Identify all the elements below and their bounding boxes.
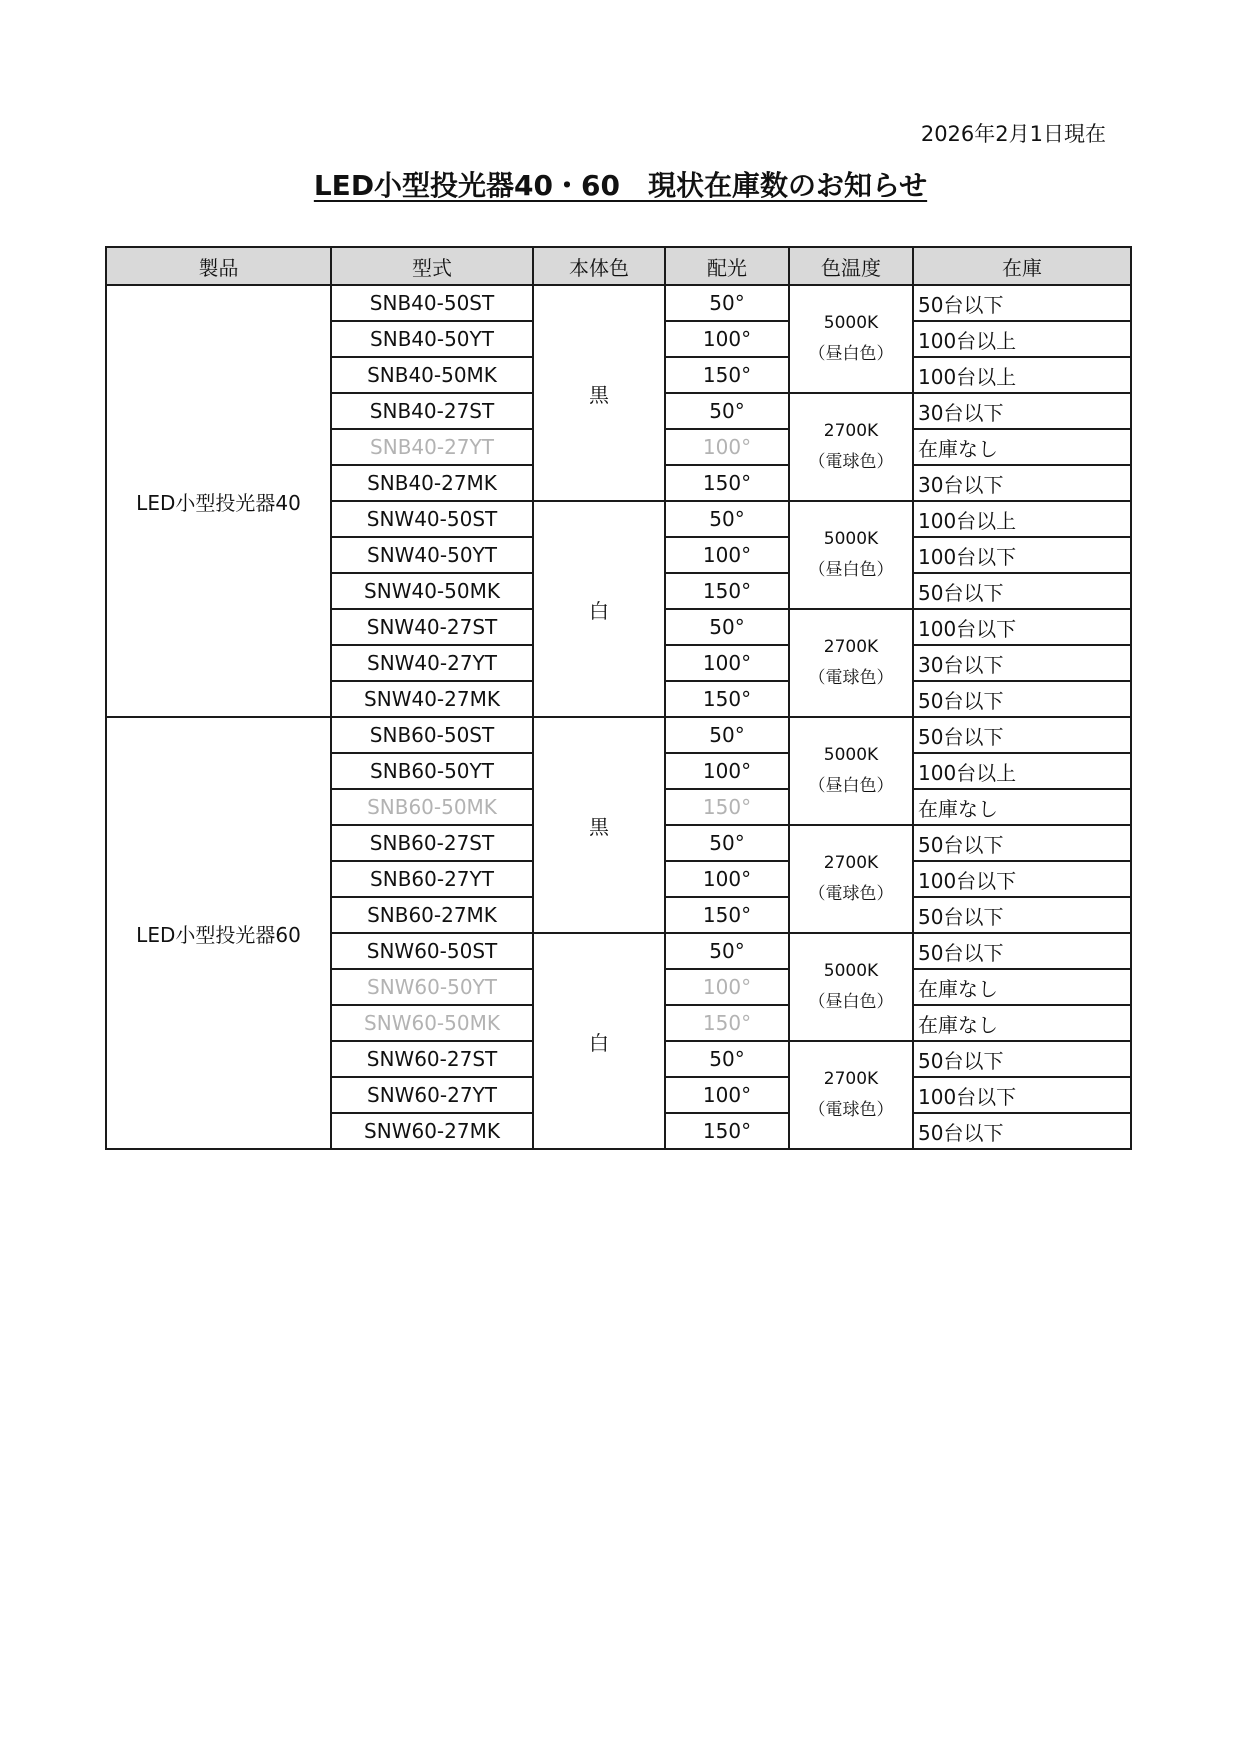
model-cell: SNW60-27YT [331,1077,533,1113]
stock-cell: 100台以下 [913,1077,1131,1113]
color-temperature-cell [789,609,913,717]
stock-cell: 50台以下 [913,1113,1131,1149]
stock-cell: 在庫なし [913,1005,1131,1041]
stock-cell: 50台以下 [913,897,1131,933]
product-name-cell: LED小型投光器40 [106,285,331,717]
beam-angle-cell: 100° [665,321,789,357]
stock-cell: 50台以下 [913,681,1131,717]
beam-angle-cell: 100° [665,1077,789,1113]
beam-angle-cell: 50° [665,501,789,537]
model-cell: SNW40-50MK [331,573,533,609]
beam-angle-cell: 50° [665,1041,789,1077]
product-name-cell: LED小型投光器60 [106,717,331,1149]
color-temperature-cell [789,825,913,933]
color-temperature-label: （電球色） [808,452,894,472]
table-row [106,717,1131,753]
stock-cell: 在庫なし [913,789,1131,825]
model-cell: SNB60-27ST [331,825,533,861]
color-temperature-cell [789,717,913,825]
color-temperature-label: （電球色） [808,1100,894,1120]
beam-angle-cell: 150° [665,465,789,501]
beam-angle-cell: 100° [665,861,789,897]
color-temperature-label: （電球色） [808,884,894,904]
color-temperature-value: 2700K [823,637,879,657]
header-product: 製品 [106,247,331,285]
beam-angle-cell: 150° [665,1113,789,1149]
model-cell: SNW60-50MK [331,1005,533,1041]
stock-cell: 100台以上 [913,753,1131,789]
color-temperature-cell [789,1041,913,1149]
beam-angle-cell: 100° [665,537,789,573]
page-title-text: LED小型投光器40・60 現状在庫数のお知らせ [313,169,928,202]
stock-cell: 30台以下 [913,393,1131,429]
header-row [106,247,1131,285]
stock-cell: 100台以下 [913,861,1131,897]
model-cell: SNB60-50MK [331,789,533,825]
beam-angle-cell: 50° [665,717,789,753]
color-temperature-value: 2700K [823,1069,879,1089]
beam-angle-cell: 150° [665,789,789,825]
color-temperature-value: 5000K [823,745,879,765]
beam-angle-cell: 100° [665,429,789,465]
color-temperature-label: （昼白色） [808,560,894,580]
model-cell: SNW60-27ST [331,1041,533,1077]
model-cell: SNB40-27MK [331,465,533,501]
model-cell: SNW40-27YT [331,645,533,681]
model-cell: SNB40-27ST [331,393,533,429]
color-temperature-value: 5000K [823,313,879,333]
beam-angle-cell: 150° [665,681,789,717]
beam-angle-cell: 150° [665,357,789,393]
beam-angle-cell: 150° [665,897,789,933]
body-color-cell: 白 [533,933,665,1149]
beam-angle-cell: 50° [665,825,789,861]
beam-angle-cell: 150° [665,573,789,609]
model-cell: SNW60-50ST [331,933,533,969]
beam-angle-cell: 100° [665,753,789,789]
model-cell: SNW40-27MK [331,681,533,717]
body-color-cell: 白 [533,501,665,717]
color-temperature-value: 5000K [823,529,879,549]
stock-cell: 50台以下 [913,285,1131,321]
model-cell: SNW40-50YT [331,537,533,573]
beam-angle-cell: 50° [665,285,789,321]
color-temperature-cell [789,501,913,609]
color-temperature-label: （電球色） [808,668,894,688]
page-title [0,164,1241,204]
model-cell: SNB60-50YT [331,753,533,789]
color-temperature-label: （昼白色） [808,344,894,364]
stock-cell: 在庫なし [913,969,1131,1005]
model-cell: SNW60-27MK [331,1113,533,1149]
stock-cell: 50台以下 [913,573,1131,609]
header-color-temperature: 色温度 [789,247,913,285]
stock-table-header [106,247,1131,285]
stock-cell: 50台以下 [913,825,1131,861]
table-row [106,285,1131,321]
color-temperature-cell [789,933,913,1041]
stock-cell: 100台以下 [913,537,1131,573]
beam-angle-cell: 50° [665,393,789,429]
body-color-cell: 黒 [533,717,665,933]
stock-cell: 100台以上 [913,501,1131,537]
model-cell: SNB40-50ST [331,285,533,321]
model-cell: SNB40-50YT [331,321,533,357]
color-temperature-label: （昼白色） [808,776,894,796]
stock-cell: 100台以上 [913,357,1131,393]
model-cell: SNB60-50ST [331,717,533,753]
body-color-cell: 黒 [533,285,665,501]
stock-cell: 50台以下 [913,1041,1131,1077]
header-body-color: 本体色 [533,247,665,285]
model-cell: SNB60-27YT [331,861,533,897]
color-temperature-cell [789,285,913,393]
as-of-date: 2026年2月1日現在 [920,122,1106,146]
model-cell: SNW60-50YT [331,969,533,1005]
stock-table [105,246,1132,1150]
stock-cell: 30台以下 [913,465,1131,501]
stock-cell: 50台以下 [913,933,1131,969]
beam-angle-cell: 50° [665,933,789,969]
beam-angle-cell: 100° [665,969,789,1005]
model-cell: SNB60-27MK [331,897,533,933]
model-cell: SNB40-50MK [331,357,533,393]
beam-angle-cell: 100° [665,645,789,681]
model-cell: SNW40-50ST [331,501,533,537]
beam-angle-cell: 150° [665,1005,789,1041]
stock-cell: 30台以下 [913,645,1131,681]
model-cell: SNB40-27YT [331,429,533,465]
model-cell: SNW40-27ST [331,609,533,645]
header-stock: 在庫 [913,247,1131,285]
color-temperature-value: 5000K [823,961,879,981]
color-temperature-cell [789,393,913,501]
stock-cell: 100台以上 [913,321,1131,357]
color-temperature-label: （昼白色） [808,992,894,1012]
header-beam-angle: 配光 [665,247,789,285]
beam-angle-cell: 50° [665,609,789,645]
stock-cell: 在庫なし [913,429,1131,465]
color-temperature-value: 2700K [823,421,879,441]
color-temperature-value: 2700K [823,853,879,873]
stock-table-body [106,285,1131,1149]
stock-cell: 50台以下 [913,717,1131,753]
stock-cell: 100台以下 [913,609,1131,645]
header-model: 型式 [331,247,533,285]
